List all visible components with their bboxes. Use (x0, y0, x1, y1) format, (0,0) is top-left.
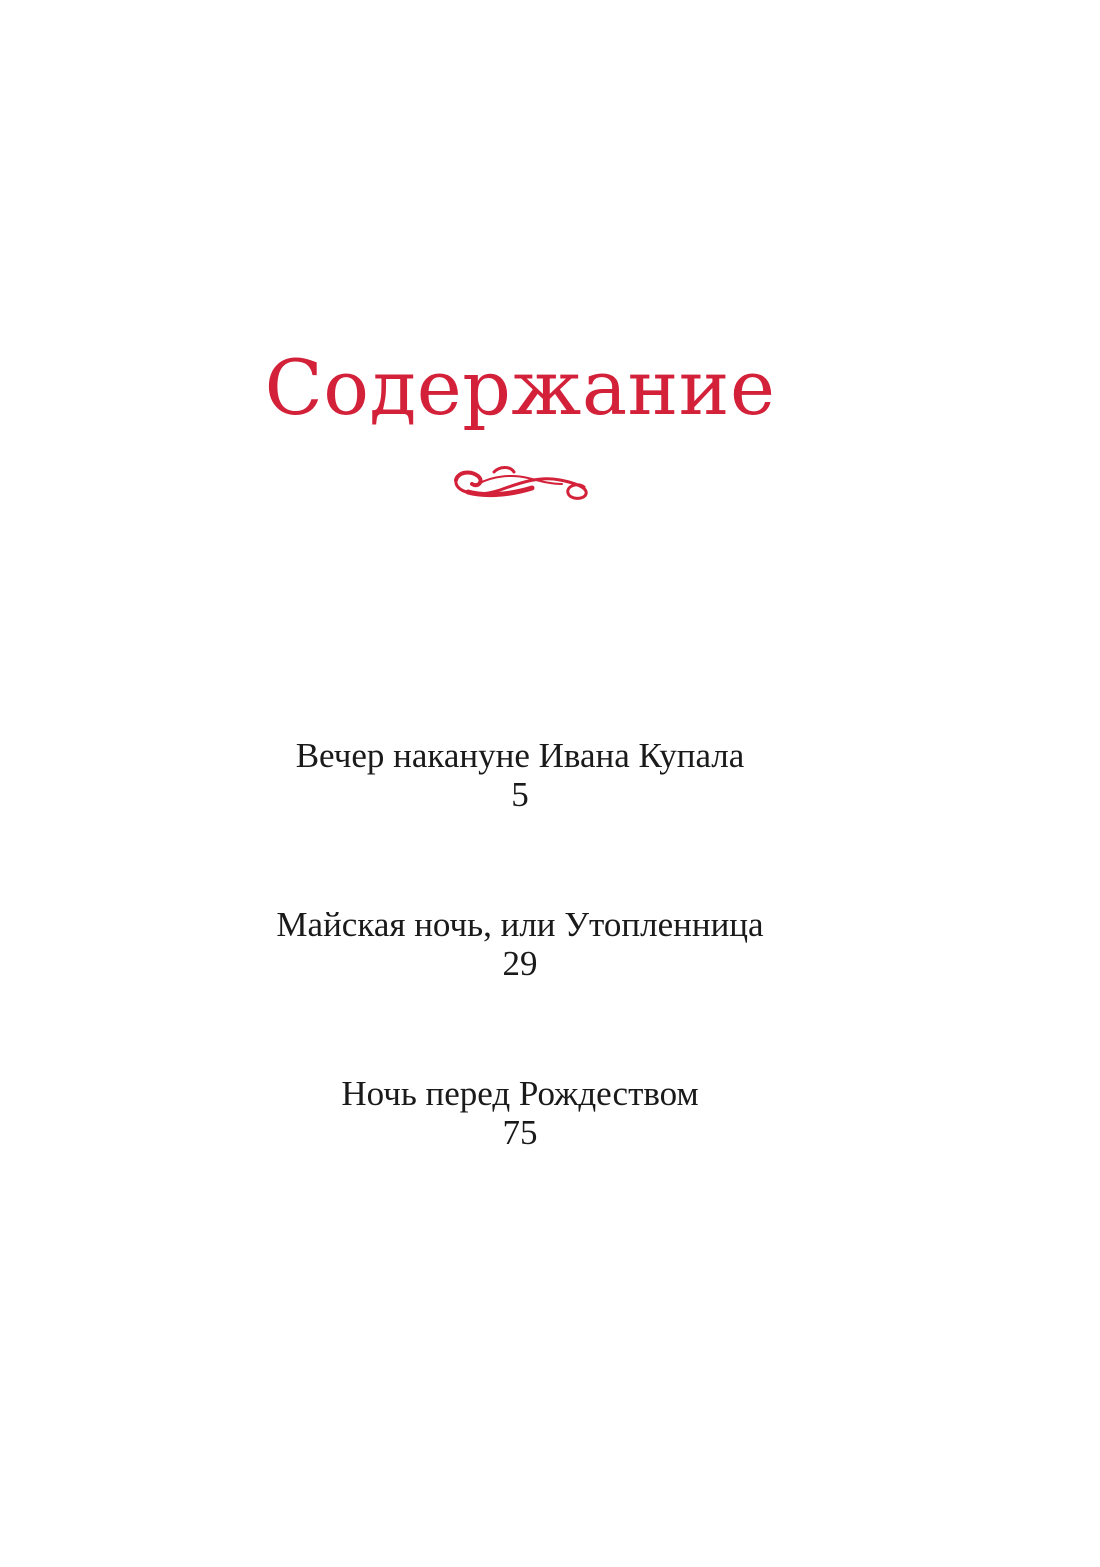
toc-entry-page-number: 5 (511, 775, 529, 814)
toc-entry-page-number: 29 (502, 944, 538, 983)
toc-entry[interactable] (0, 1075, 1040, 1153)
toc-entry-title[interactable]: Вечер накануне Ивана Купала (295, 736, 745, 775)
toc-entry[interactable] (0, 737, 1040, 815)
page-title: Содержание (264, 343, 776, 432)
toc-entry-title[interactable]: Майская ночь, или Утопленница (276, 905, 764, 944)
toc-entry[interactable] (0, 906, 1040, 984)
toc-entry-title[interactable]: Ночь перед Рождеством (341, 1074, 699, 1113)
swirl-flourish-icon (448, 462, 594, 504)
toc-entry-page-number: 75 (502, 1113, 538, 1152)
